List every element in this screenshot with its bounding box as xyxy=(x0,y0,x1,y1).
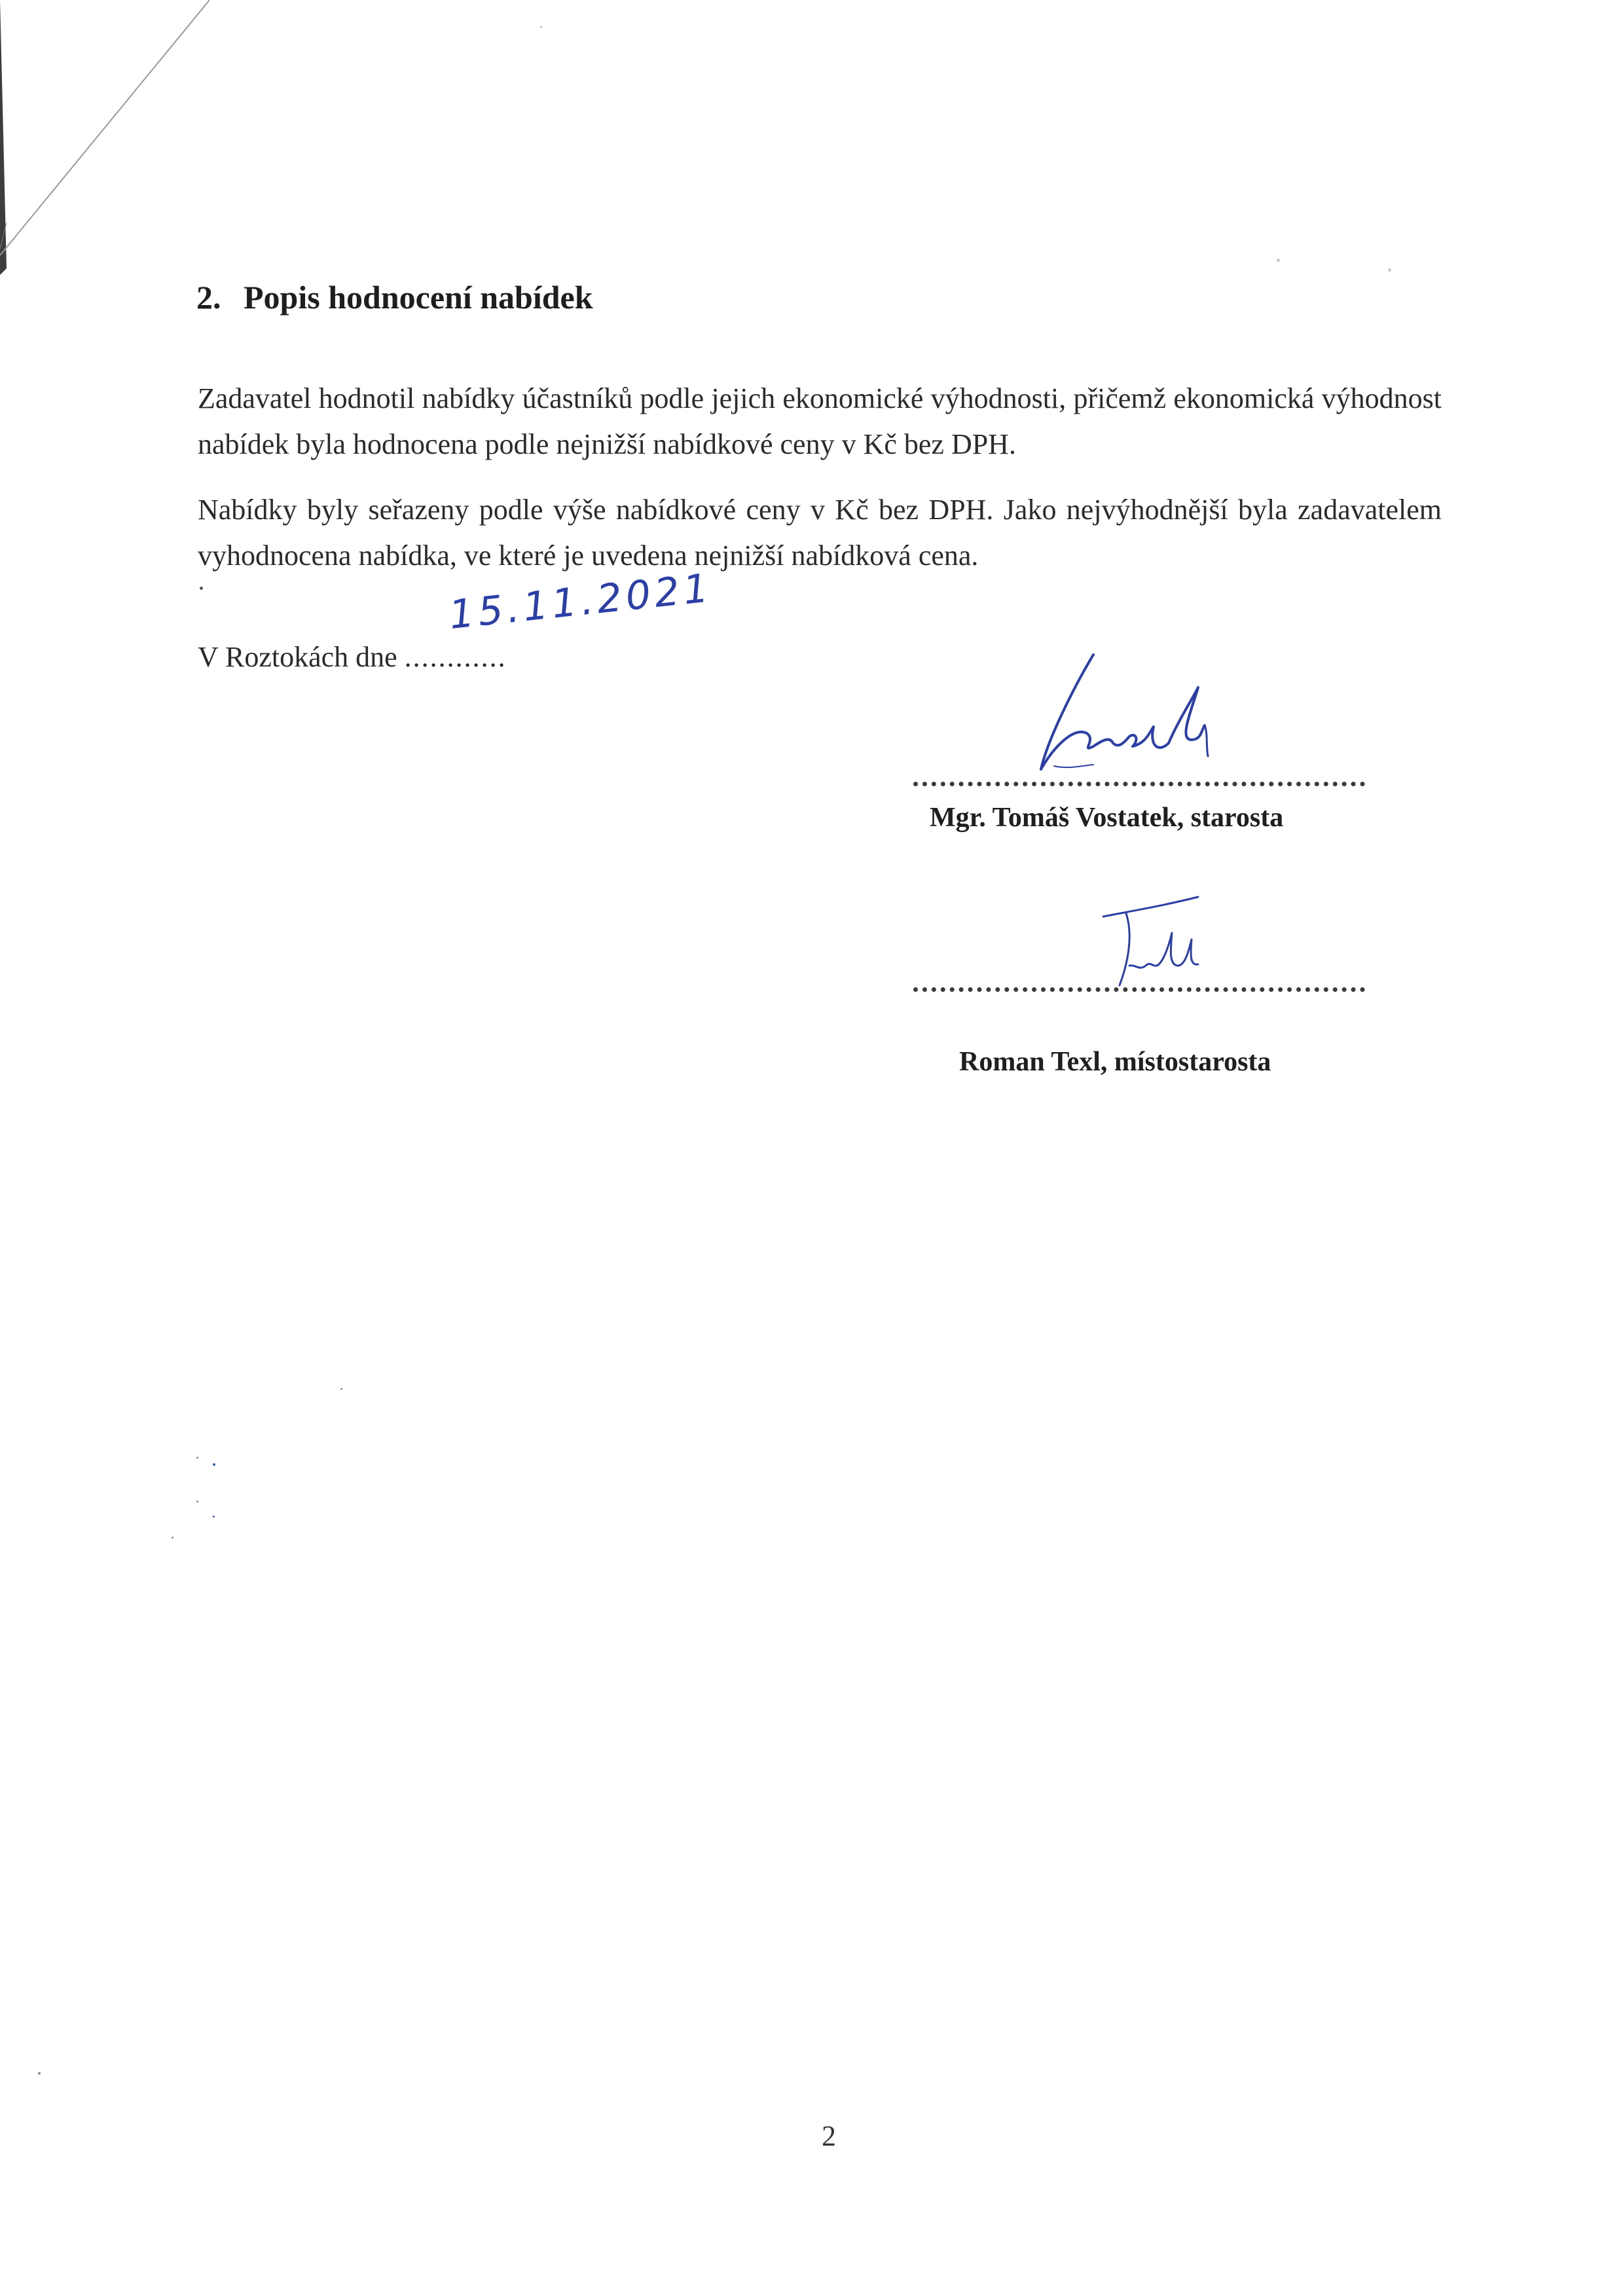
section-number: 2. xyxy=(196,279,221,316)
folded-corner xyxy=(0,0,210,275)
signature-vostatek xyxy=(982,648,1244,779)
signatory-mistostarosta: Roman Texl, místostarosta xyxy=(959,1047,1271,1077)
scan-speck xyxy=(38,2072,41,2075)
page-number: 2 xyxy=(822,2120,836,2152)
scan-speck xyxy=(1277,259,1280,262)
stray-mark xyxy=(200,587,203,590)
place-date-line xyxy=(198,640,507,674)
scan-speck xyxy=(1388,268,1391,272)
scan-speck xyxy=(196,1501,198,1503)
scan-speck xyxy=(196,1457,198,1459)
signature-line-mistostarosta xyxy=(913,987,1365,992)
scan-speck xyxy=(213,1463,215,1466)
date-dots: ............ xyxy=(404,641,507,673)
scan-speck xyxy=(172,1537,173,1539)
section-heading xyxy=(196,278,593,316)
signatory-starosta: Mgr. Tomáš Vostatek, starosta xyxy=(930,803,1284,833)
paragraph-evaluation-criteria: Zadavatel hodnotil nabídky účastníků podle jejich ekonomické výhodnosti, přičemž ekonomická výhodnost nabídek byla hodnocena podle nejnižší nabídkové ceny v Kč bez DPH. xyxy=(198,382,1442,460)
scan-speck xyxy=(540,26,542,28)
paragraph-ranking: Nabídky byly seřazeny podle výše nabídkové ceny v Kč bez DPH. Jako nejvýhodnější byla zadavatelem vyhodnocena nabídka, ve které je uvedena nejnižší nabídková cena. xyxy=(198,494,1442,572)
signature-texl xyxy=(1100,894,1218,992)
handwritten-date: 15.11.2021 xyxy=(447,565,715,638)
signature-line-starosta xyxy=(913,782,1365,786)
section-title: Popis hodnocení nabídek xyxy=(244,279,593,316)
scan-speck xyxy=(213,1516,215,1518)
place-date-label: V Roztokách dne xyxy=(198,641,397,673)
scan-speck xyxy=(340,1388,342,1390)
